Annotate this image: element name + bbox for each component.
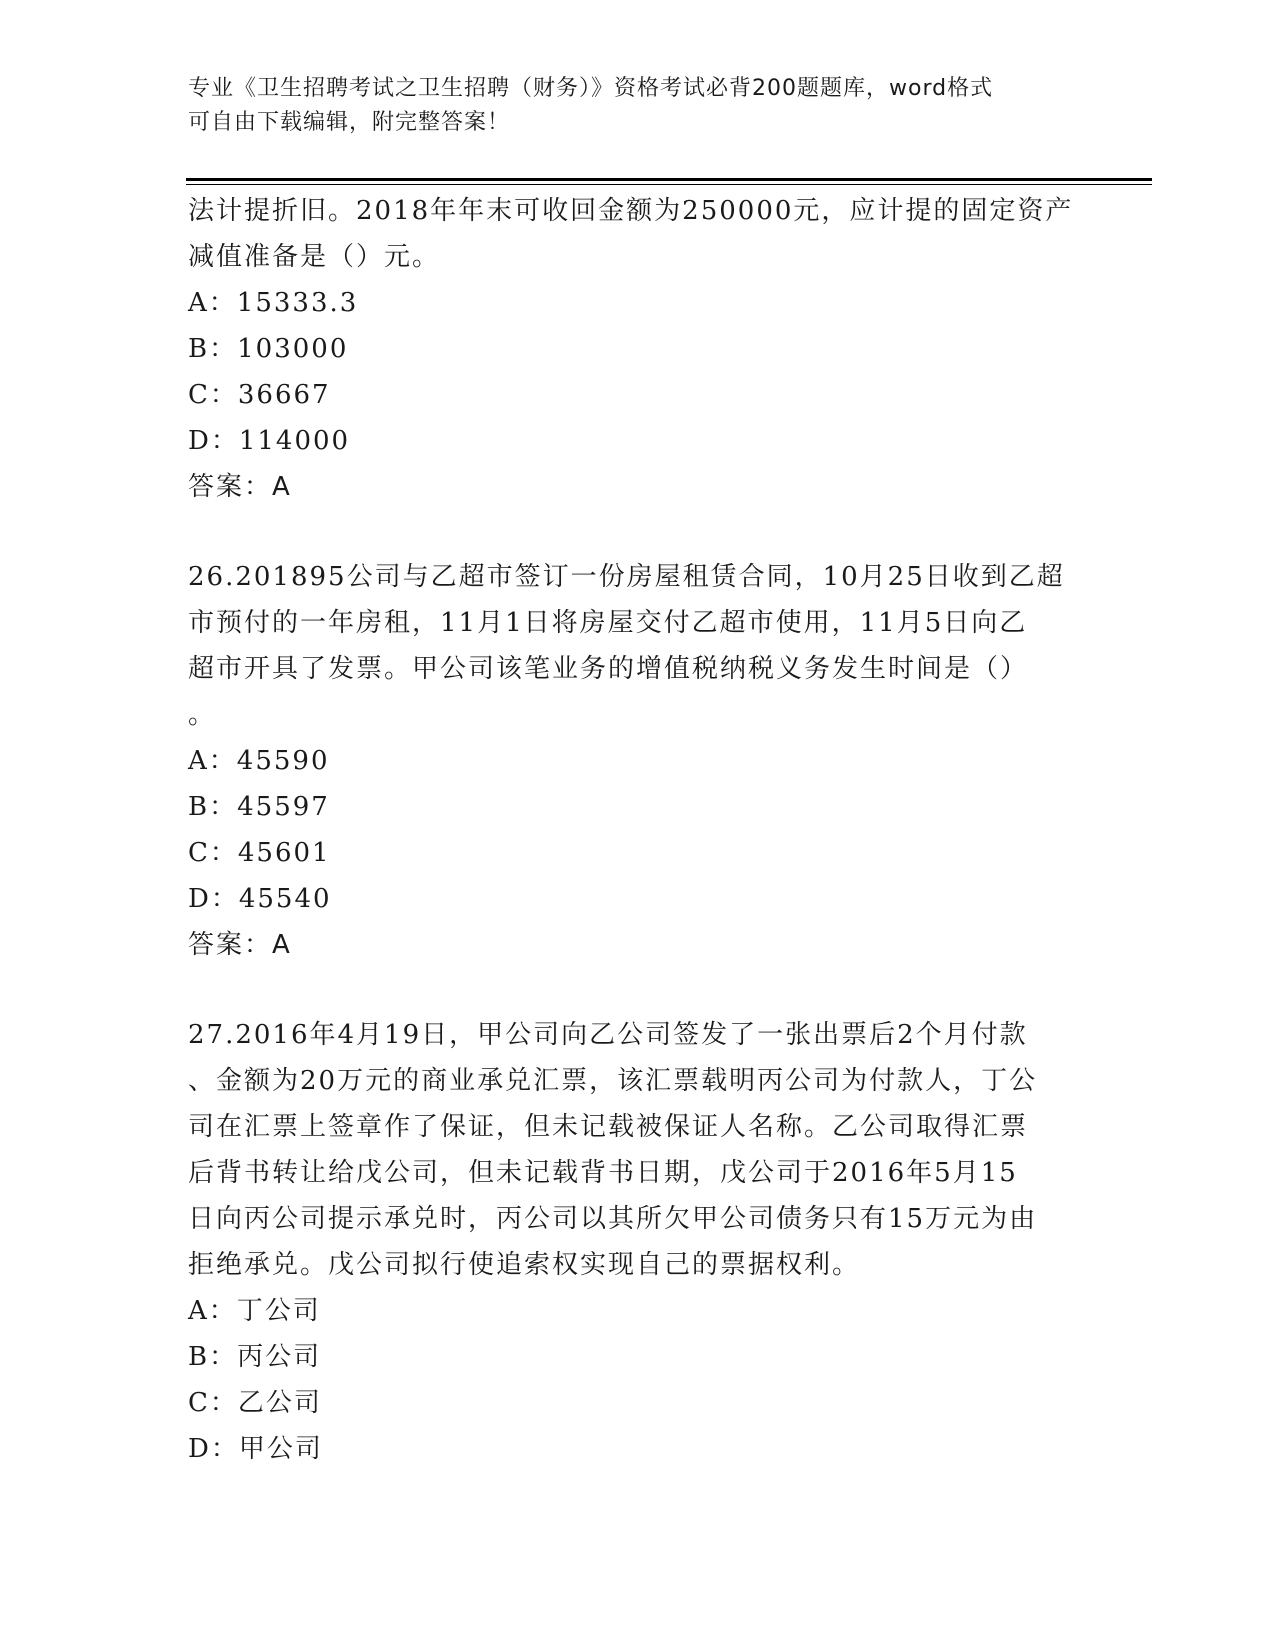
question-text-line: 超市开具了发票。甲公司该笔业务的增值税纳税义务发生时间是（） [188,654,1029,684]
question-text-line: 、金额为20万元的商业承兑汇票，该汇票载明丙公司为付款人，丁公 [188,1066,1038,1096]
option-d: D：45540 [188,884,332,914]
header-line-1: 专业《卫生招聘考试之卫生招聘（财务）》资格考试必背200题题库，word格式 [188,76,994,101]
option-c: C：乙公司 [188,1388,322,1418]
question-text-line: 拒绝承兑。戊公司拟行使追索权实现自己的票据权利。 [188,1250,861,1280]
question-text-line: 市预付的一年房租，11月1日将房屋交付乙超市使用，11月5日向乙 [188,608,1028,638]
question-26 [188,554,1088,968]
document-body [188,188,1088,1472]
option-b: B：103000 [188,334,349,364]
header-line-2: 可自由下载编辑，附完整答案！ [188,110,511,135]
question-text-line: 26.201895公司与乙超市签订一份房屋租赁合同，10月25日收到乙超 [188,562,1065,592]
header-rule-thin [186,184,1152,185]
question-text-line: 日向丙公司提示承兑时，丙公司以其所欠甲公司债务只有15万元为由 [188,1204,1038,1234]
question-text-line: 司在汇票上签章作了保证，但未记载被保证人名称。乙公司取得汇票 [188,1112,1029,1142]
question-text-line: 减值准备是（）元。 [188,242,441,272]
question-text-line: 法计提折旧。2018年年末可收回金额为250000元，应计提的固定资产 [188,196,1074,226]
document-header [188,72,1068,140]
option-b: B：45597 [188,792,330,822]
question-25 [188,188,1088,510]
header-rule-thick [186,178,1152,181]
option-b: B：丙公司 [188,1342,322,1372]
option-d: D：114000 [188,426,351,456]
option-d: D：甲公司 [188,1434,323,1464]
option-c: C：45601 [188,838,331,868]
option-a: A：45590 [188,746,330,776]
option-a: A：15333.3 [188,288,359,318]
option-a: A：丁公司 [188,1296,321,1326]
answer: 答案：A [188,472,292,502]
answer: 答案：A [188,930,292,960]
question-text-line: 后背书转让给戊公司，但未记载背书日期，戊公司于2016年5月15 [188,1158,1018,1188]
question-27 [188,1012,1088,1472]
option-c: C：36667 [188,380,331,410]
question-text-line: 。 [188,700,217,730]
question-text-line: 27.2016年4月19日，甲公司向乙公司签发了一张出票后2个月付款 [188,1020,1028,1050]
